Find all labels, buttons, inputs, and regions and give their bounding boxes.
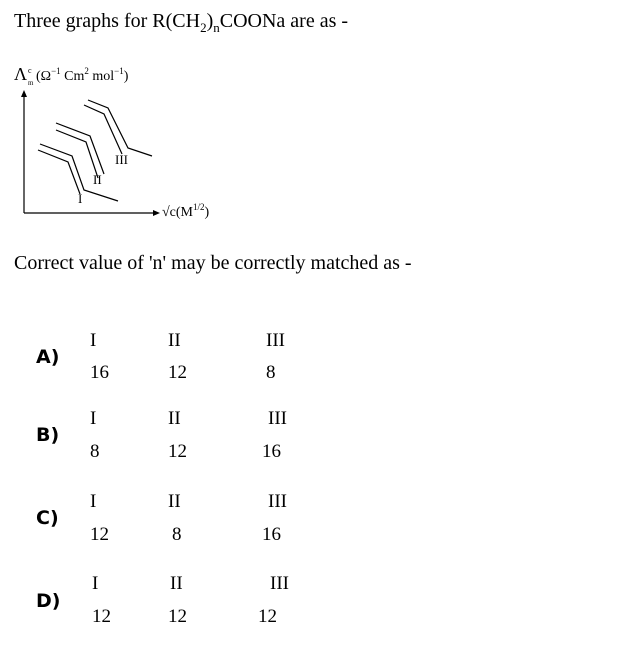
option-b-value-3: 16 — [262, 441, 281, 462]
question-title: Three graphs for $R(CH_2)_nCOONa$ are as - — [14, 10, 349, 35]
curve-II — [56, 123, 104, 174]
option-b-header-1: I — [90, 408, 97, 429]
option-c-header-3: III — [268, 491, 287, 512]
y-axis-sup: c — [28, 66, 32, 75]
option-c-header-1: I — [90, 491, 97, 512]
option-b-value-2: 12 — [168, 441, 187, 462]
curve-I-inner — [38, 150, 80, 194]
curve-label-III: III — [115, 152, 128, 167]
option-a-header-1: I — [90, 330, 97, 351]
option-b-label[interactable]: B) — [36, 424, 60, 446]
curve-III-inner — [84, 105, 122, 154]
option-b-value-1: 8 — [90, 441, 100, 462]
option-d-value-2: 12 — [168, 606, 187, 627]
conductance-graph — [0, 60, 260, 230]
option-b-header-3: III — [268, 408, 287, 429]
x-axis-arrow — [153, 210, 160, 216]
option-a-value-2: 12 — [168, 362, 187, 383]
option-d-header-1: I — [92, 573, 99, 594]
option-a-header-2: II — [168, 330, 181, 351]
option-d-value-3: 12 — [258, 606, 277, 627]
option-c-header-2: II — [168, 491, 181, 512]
curve-label-II: II — [93, 172, 102, 187]
option-c-value-2: 8 — [172, 524, 182, 545]
x-axis-label: $√c(M^{1/2})$ — [162, 202, 210, 220]
option-c-label[interactable]: C) — [36, 507, 59, 529]
option-d-label[interactable]: D) — [36, 590, 61, 612]
option-a-header-3: III — [266, 330, 285, 351]
curve-III — [88, 100, 152, 156]
y-axis-sub: m — [28, 79, 34, 87]
option-d-value-1: 12 — [92, 606, 111, 627]
option-b-header-2: II — [168, 408, 181, 429]
y-axis-units: ($\Omega^{-1}$ Cm$^2$ mol$^{-1}$) — [36, 66, 129, 84]
option-a-value-1: 16 — [90, 362, 109, 383]
option-d-header-2: II — [170, 573, 183, 594]
question-prompt: Correct value of 'n' may be correctly matched as - — [14, 252, 412, 274]
option-c-value-1: 12 — [90, 524, 109, 545]
curve-label-I: I — [78, 191, 83, 206]
option-d-header-3: III — [270, 573, 289, 594]
y-axis-symbol: Λ — [14, 64, 28, 84]
y-axis-arrow — [21, 90, 27, 97]
option-a-label[interactable]: A) — [36, 346, 60, 368]
option-c-value-3: 16 — [262, 524, 281, 545]
option-a-value-3: 8 — [266, 362, 276, 383]
